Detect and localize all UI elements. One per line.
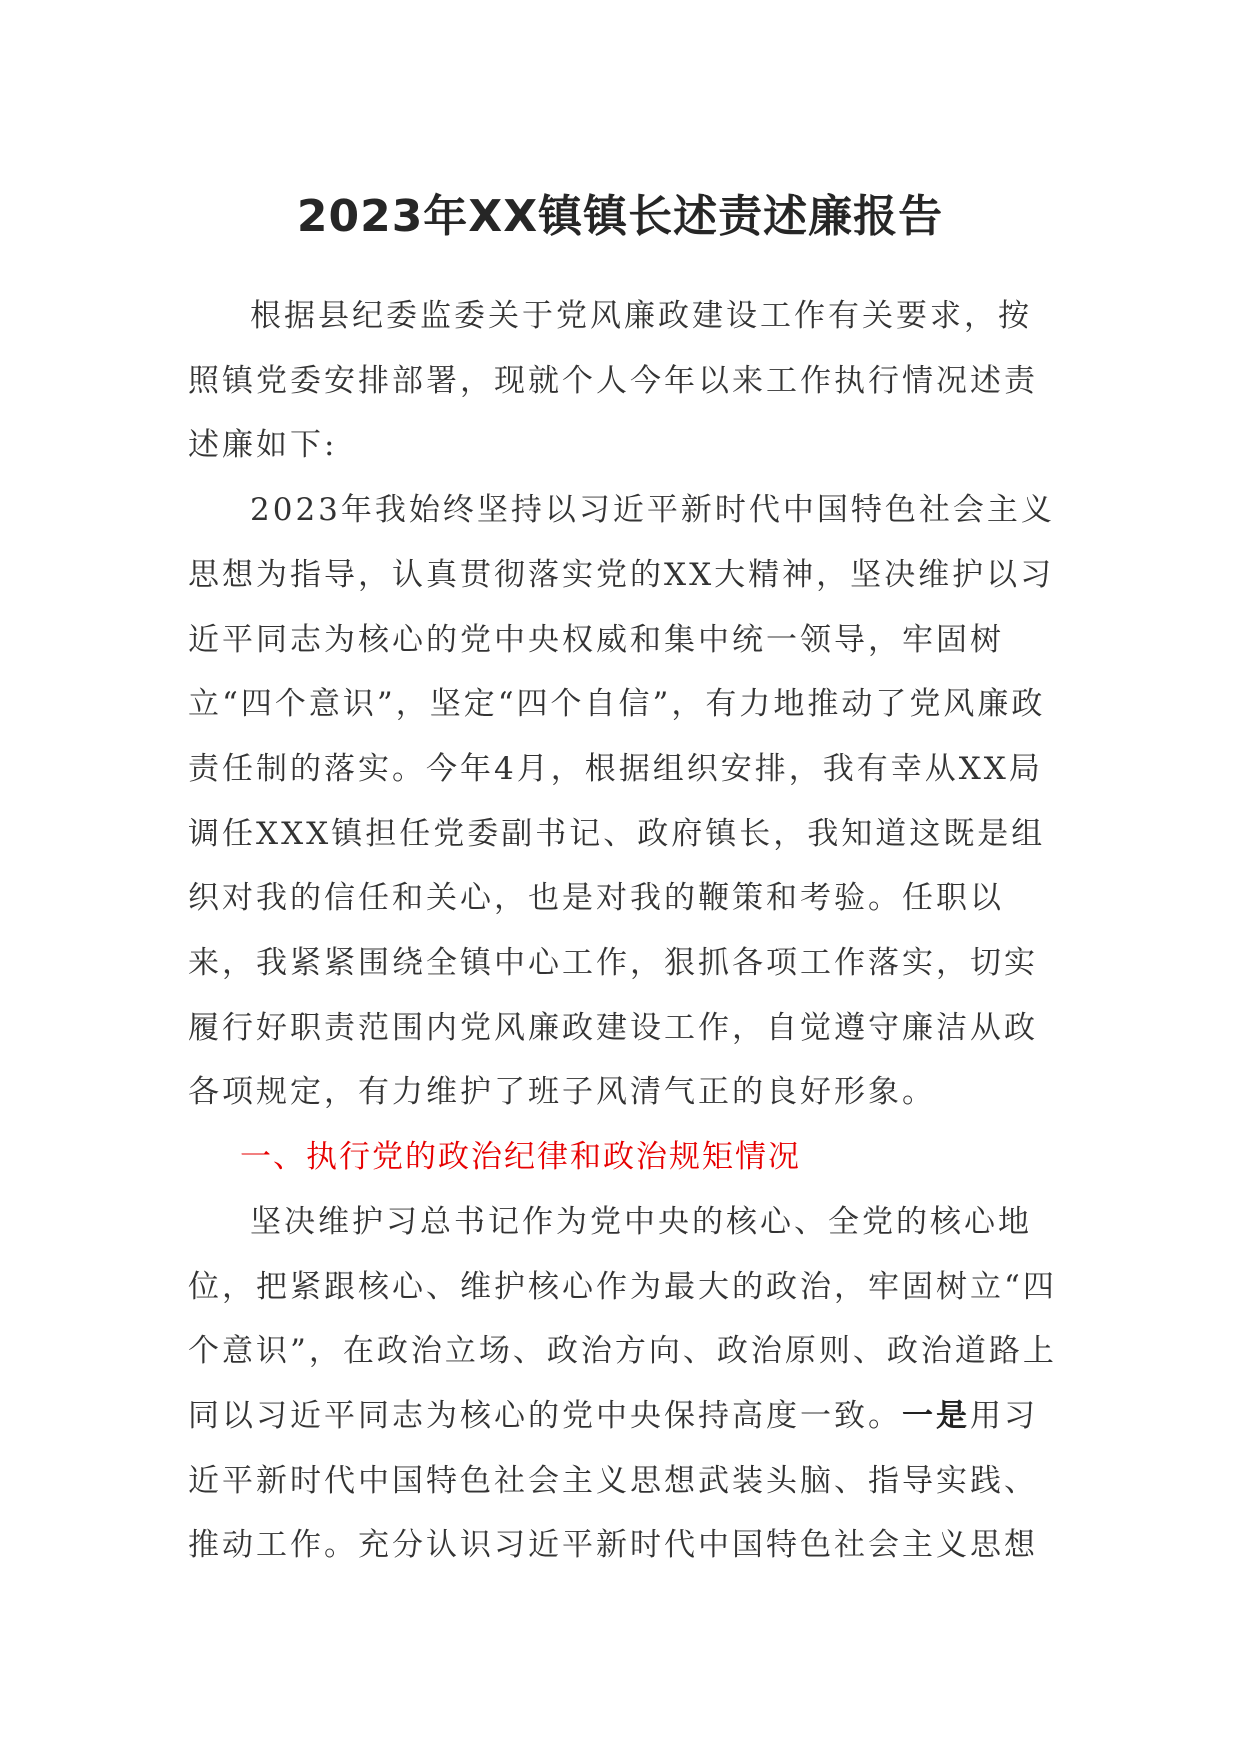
document-title: 2023年XX镇镇长述责述廉报告	[296, 191, 944, 242]
section-heading: 一、执行党的政治纪律和政治规矩情况	[240, 1139, 801, 1176]
section-paragraph	[188, 1190, 1058, 1578]
section-paragraph-continuation: 用习近平新时代中国特色社会主义思想武装头脑、指导实践、推动工作。充分认识习近平新时代中国特色社会主义思想	[188, 1397, 1038, 1564]
document-body	[188, 284, 1058, 1578]
emphasis-text: 一是	[902, 1397, 970, 1434]
section-paragraph-text: 坚决维护习总书记作为党中央的核心、全党的核心地位，把紧跟核心、维护核心作为最大的政治，牢固树立“四个意识”，在政治立场、政治方向、政治原则、政治道路上同以习近平同志为核心的党中央保持高度一致。	[188, 1203, 1057, 1434]
summary-paragraph: 2023年我始终坚持以习近平新时代中国特色社会主义思想为指导，认真贯彻落实党的XX大精神，坚决维护以习近平同志为核心的党中央权威和集中统一领导，牢固树立“四个意识”，坚定“四个自信”，有力地推动了党风廉政责任制的落实。今年4月，根据组织安排，我有幸从XX局调任XXX镇担任党委副书记、政府镇长，我知道这既是组织对我的信任和关心，也是对我的鞭策和考验。任职以来，我紧紧围绕全镇中心工作，狠抓各项工作落实，切实履行好职责范围内党风廉政建设工作，自觉遵守廉洁从政各项规定，有力维护了班子风清气正的良好形象。	[188, 492, 1055, 1111]
intro-paragraph: 根据县纪委监委关于党风廉政建设工作有关要求，按照镇党委安排部署，现就个人今年以来工作执行情况述责述廉如下:	[188, 298, 1038, 464]
